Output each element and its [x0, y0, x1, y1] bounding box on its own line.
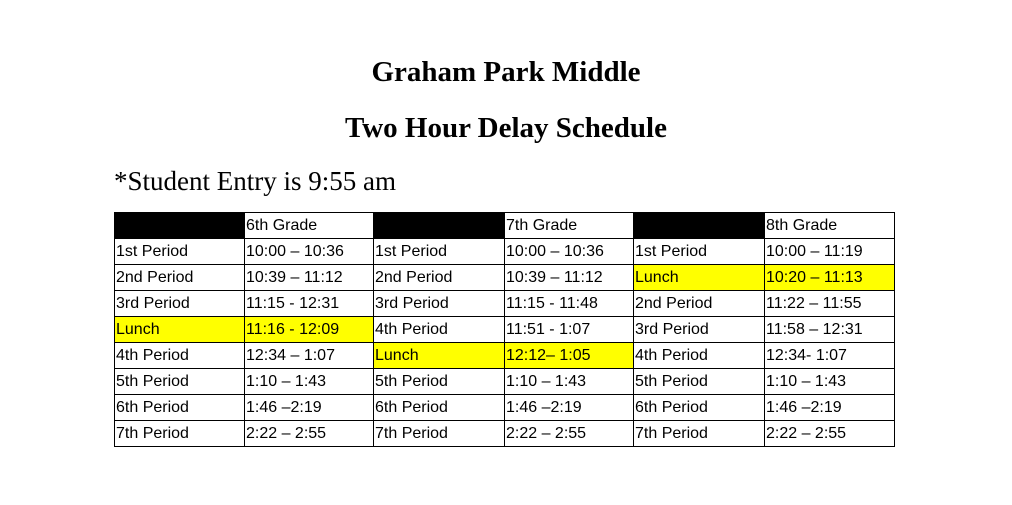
g8-period-cell: 7th Period — [634, 421, 765, 447]
g6-time-cell: 1:10 – 1:43 — [245, 369, 374, 395]
g8-period-cell: 3rd Period — [634, 317, 765, 343]
g6-lunch-label-cell: Lunch — [115, 317, 245, 343]
g7-period-cell: 5th Period — [374, 369, 505, 395]
g6-period-cell: 3rd Period — [115, 291, 245, 317]
g7-time-cell: 11:51 - 1:07 — [505, 317, 634, 343]
header-blank-cell — [115, 213, 245, 239]
table-row — [115, 317, 895, 343]
g7-period-cell: 3rd Period — [374, 291, 505, 317]
g6-period-cell: 5th Period — [115, 369, 245, 395]
schedule-table — [114, 212, 895, 447]
g6-time-cell: 11:15 - 12:31 — [245, 291, 374, 317]
g6-period-cell: 7th Period — [115, 421, 245, 447]
table-row — [115, 421, 895, 447]
g7-lunch-time-cell: 12:12– 1:05 — [505, 343, 634, 369]
table-row — [115, 343, 895, 369]
g6-time-cell: 12:34 – 1:07 — [245, 343, 374, 369]
g8-lunch-time-cell: 10:20 – 11:13 — [765, 265, 895, 291]
g8-period-cell: 6th Period — [634, 395, 765, 421]
document-subtitle: Two Hour Delay Schedule — [345, 112, 667, 144]
g6-period-cell: 4th Period — [115, 343, 245, 369]
g8-period-cell: 1st Period — [634, 239, 765, 265]
g7-period-cell: 6th Period — [374, 395, 505, 421]
g6-time-cell: 2:22 – 2:55 — [245, 421, 374, 447]
g7-lunch-label-cell: Lunch — [374, 343, 505, 369]
g7-period-cell: 7th Period — [374, 421, 505, 447]
g8-time-cell: 11:58 – 12:31 — [765, 317, 895, 343]
document-title: Graham Park Middle — [371, 56, 641, 88]
table-row — [115, 395, 895, 421]
g7-period-cell: 4th Period — [374, 317, 505, 343]
g7-period-cell: 2nd Period — [374, 265, 505, 291]
g8-lunch-label-cell: Lunch — [634, 265, 765, 291]
table-row — [115, 265, 895, 291]
table-row — [115, 239, 895, 265]
g7-time-cell: 1:46 –2:19 — [505, 395, 634, 421]
g6-lunch-time-cell: 11:16 - 12:09 — [245, 317, 374, 343]
g8-period-cell: 5th Period — [634, 369, 765, 395]
g8-time-cell: 2:22 – 2:55 — [765, 421, 895, 447]
g8-time-cell: 1:10 – 1:43 — [765, 369, 895, 395]
header-blank-cell — [634, 213, 765, 239]
g8-time-cell: 10:00 – 11:19 — [765, 239, 895, 265]
g6-time-cell: 10:39 – 11:12 — [245, 265, 374, 291]
g8-time-cell: 12:34- 1:07 — [765, 343, 895, 369]
header-blank-cell — [374, 213, 505, 239]
g6-period-cell: 6th Period — [115, 395, 245, 421]
g6-period-cell: 1st Period — [115, 239, 245, 265]
table-row — [115, 291, 895, 317]
g7-time-cell: 10:39 – 11:12 — [505, 265, 634, 291]
g8-time-cell: 11:22 – 11:55 — [765, 291, 895, 317]
student-entry-note: *Student Entry is 9:55 am — [114, 166, 396, 196]
g6-period-cell: 2nd Period — [115, 265, 245, 291]
header-8th-grade: 8th Grade — [765, 213, 895, 239]
header-row — [115, 213, 895, 239]
g7-time-cell: 2:22 – 2:55 — [505, 421, 634, 447]
g7-time-cell: 1:10 – 1:43 — [505, 369, 634, 395]
g6-time-cell: 10:00 – 10:36 — [245, 239, 374, 265]
header-6th-grade: 6th Grade — [245, 213, 374, 239]
g7-time-cell: 10:00 – 10:36 — [505, 239, 634, 265]
table-row — [115, 369, 895, 395]
header-7th-grade: 7th Grade — [505, 213, 634, 239]
g8-time-cell: 1:46 –2:19 — [765, 395, 895, 421]
g8-period-cell: 2nd Period — [634, 291, 765, 317]
g8-period-cell: 4th Period — [634, 343, 765, 369]
g7-time-cell: 11:15 - 11:48 — [505, 291, 634, 317]
g6-time-cell: 1:46 –2:19 — [245, 395, 374, 421]
g7-period-cell: 1st Period — [374, 239, 505, 265]
